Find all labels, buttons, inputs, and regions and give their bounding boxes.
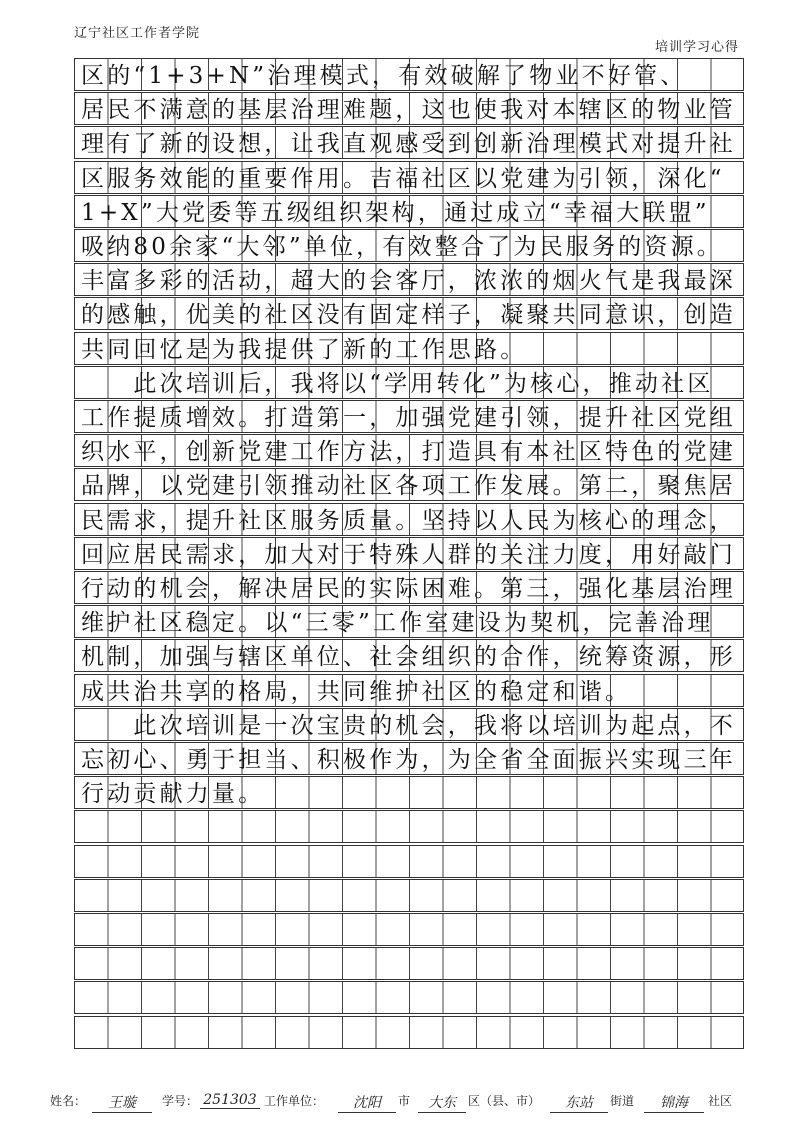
grid-row	[74, 708, 744, 741]
grid-row	[74, 58, 744, 91]
grid-row	[74, 571, 744, 604]
grid-row	[74, 742, 744, 775]
grid-row	[74, 195, 744, 228]
grid-row	[74, 674, 744, 707]
grid-row	[74, 810, 744, 843]
handwritten-line: 共同回忆是为我提供了新的工作思路。	[81, 336, 527, 363]
grid-row	[74, 366, 744, 399]
grid-row	[74, 639, 744, 672]
unit-label: 工作单位：	[264, 1094, 325, 1108]
handwritten-line: 行动的机会，解决居民的实际困难。第三，强化基层治理	[81, 576, 736, 602]
handwritten-line: 居民不满意的基层治理难题，这也使我对本辖区的物业管	[81, 97, 736, 124]
handwritten-line: 此次培训是一次宝贵的机会，我将以培训为起点，不	[81, 712, 736, 739]
grid-row	[74, 126, 744, 159]
handwritten-line: 忘初心、勇于担当、积极作为，为全省全面振兴实现三年	[81, 747, 736, 773]
handwritten-line: 成共治共享的格局，共同维护社区的稳定和谐。	[81, 678, 632, 705]
city-suffix: 市	[398, 1094, 411, 1108]
handwritten-line: 回应居民需求，加大对于特殊人群的关注力度，用好敲门	[81, 541, 736, 568]
grid-row	[74, 332, 744, 365]
community-suffix: 社区	[708, 1094, 733, 1108]
handwritten-line: 行动贡献力量。	[81, 781, 265, 808]
grid-row	[74, 229, 744, 262]
district-suffix: 区（县、市）	[468, 1094, 541, 1108]
grid-row	[74, 605, 744, 638]
grid-row	[74, 92, 744, 125]
handwritten-line: 品牌，以党建引领推动社区各项工作发展。第二，聚焦居	[81, 473, 736, 500]
header-doc-type: 培训学习心得	[654, 40, 739, 55]
grid-row	[74, 879, 744, 912]
handwritten-line: 工作提质增效。打造第一，加强党建引领，提升社区党组	[81, 405, 736, 431]
grid-row	[74, 845, 744, 878]
handwritten-line: 维护社区稳定。以“三零”工作室建设为契机，完善治理	[81, 610, 714, 637]
grid-row	[74, 434, 744, 467]
grid-row	[74, 263, 744, 296]
street-value: 东站	[550, 1092, 608, 1113]
handwritten-line: 1+X”大党委等五级组织架构，通过成立“幸福大联盟”	[81, 199, 710, 226]
writing-grid	[74, 58, 744, 1048]
id-value: 251303	[200, 1092, 260, 1109]
grid-row	[74, 913, 744, 946]
handwritten-line: 吸纳80余家“大邻”单位，有效整合了为民服务的资源。	[81, 234, 723, 260]
grid-row	[74, 400, 744, 433]
grid-row	[74, 503, 744, 536]
handwritten-line: 机制，加强与辖区单位、社会组织的合作，统筹资源，形	[81, 644, 736, 671]
community-value: 锦海	[644, 1092, 704, 1113]
handwritten-line: 区的“1+3+N”治理模式，有效破解了物业不好管、	[81, 63, 687, 89]
grid-row	[74, 776, 744, 809]
handwritten-line: 织水平，创新党建工作方法，打造具有本社区特色的党建	[81, 439, 736, 466]
grid-row	[74, 161, 744, 194]
city-value: 沈阳	[338, 1092, 396, 1113]
grid-row	[74, 297, 744, 330]
handwritten-line: 民需求，提升社区服务质量。坚持以人民为核心的理念，	[81, 507, 736, 534]
handwritten-line: 此次培训后，我将以“学用转化”为核心，推动社区	[81, 370, 714, 397]
grid-row	[74, 1016, 744, 1049]
grid-row	[74, 537, 744, 570]
grid-row	[74, 947, 744, 980]
id-label: 学号：	[162, 1094, 199, 1108]
handwritten-line: 的感触，优美的社区没有固定样子，凝聚共同意识，创造	[81, 302, 736, 329]
name-value: 王璇	[92, 1092, 152, 1113]
name-label: 姓名：	[50, 1094, 87, 1108]
header-institution: 辽宁社区工作者学院	[74, 26, 201, 41]
handwritten-line: 丰富多彩的活动，超大的会客厅，浓浓的烟火气是我最深	[81, 268, 736, 295]
street-suffix: 街道	[610, 1094, 635, 1108]
district-value: 大东	[418, 1092, 466, 1113]
handwritten-line: 理有了新的设想，让我直观感受到创新治理模式对提升社	[81, 131, 736, 158]
handwritten-line: 区服务效能的重要作用。吉福社区以党建为引领，深化“	[81, 165, 725, 192]
grid-row	[74, 981, 744, 1014]
grid-row	[74, 468, 744, 501]
